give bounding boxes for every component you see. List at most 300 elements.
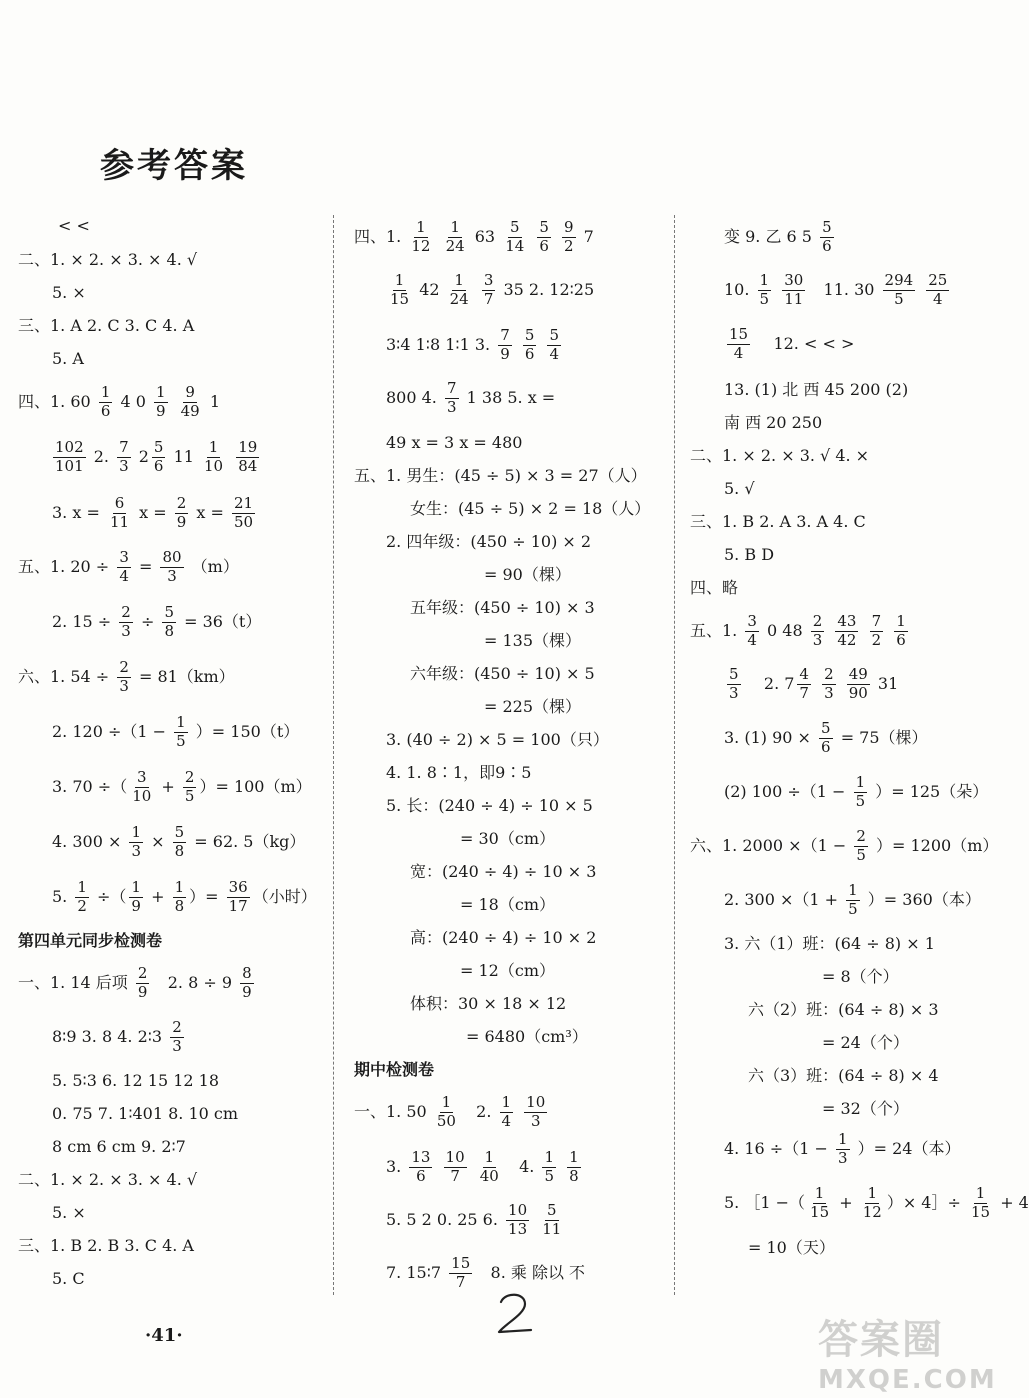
fraction — [130, 770, 153, 805]
fraction — [537, 220, 551, 255]
answer-line — [18, 385, 220, 420]
numerator: 80 — [162, 548, 182, 566]
answer-text: 1 — [209, 391, 221, 411]
denominator: 5 — [759, 289, 770, 308]
numerator: 3 — [119, 548, 129, 566]
numerator: 2 — [119, 658, 129, 676]
answer-line: 二、1. × 2. × 3. × 4. √ — [18, 250, 198, 269]
denominator: 5 — [855, 791, 866, 810]
answer-line — [386, 1203, 566, 1238]
answer-line — [50, 440, 262, 475]
fraction — [500, 1095, 514, 1130]
fraction — [154, 385, 168, 420]
denominator: 84 — [238, 456, 258, 475]
answer-line: 5. × — [52, 283, 86, 302]
numerator: 2 — [137, 964, 148, 982]
answer-text: 10. — [724, 279, 750, 299]
numerator: 1 — [131, 878, 141, 896]
fraction — [388, 273, 411, 308]
denominator: 3 — [121, 621, 131, 640]
numerator: 1 — [450, 218, 460, 236]
fraction — [175, 496, 189, 531]
answer-text: x = — [139, 502, 167, 522]
fraction — [540, 1203, 563, 1238]
denominator: 5 — [894, 289, 904, 308]
denominator: 8 — [164, 621, 174, 640]
answer-text: = — [138, 556, 153, 576]
fraction — [482, 273, 496, 308]
denominator: 4 — [119, 566, 129, 585]
fraction — [562, 220, 576, 255]
answer-text: 11 — [173, 446, 194, 466]
numerator: 1 — [441, 1093, 452, 1111]
fraction — [854, 829, 868, 864]
fraction — [117, 440, 131, 475]
numerator: 2 — [856, 827, 866, 845]
denominator: 9 — [131, 896, 141, 915]
answer-text: ÷（ — [97, 886, 127, 906]
answer-line: 4. 1. 8∶1，即9∶5 — [386, 763, 532, 782]
answer-line: 5. C — [52, 1269, 85, 1288]
fraction — [136, 966, 150, 1001]
answer-line — [724, 1132, 960, 1167]
answer-line: = 10（天） — [748, 1238, 835, 1257]
answer-line: = 90（棵） — [484, 565, 571, 584]
fraction — [117, 660, 131, 695]
answer-text: 8∶9 3. 8 4. 2∶3 — [52, 1026, 163, 1046]
answer-text: 5. ［1 −（ — [724, 1192, 806, 1212]
denominator: 11 — [109, 512, 130, 531]
numerator: 1 — [975, 1184, 986, 1202]
denominator: 4 — [933, 289, 943, 308]
fraction — [836, 1132, 850, 1167]
answer-line — [52, 770, 312, 805]
answer-line: = 30（cm） — [460, 829, 555, 848]
denominator: 90 — [848, 683, 868, 702]
denominator: 9 — [500, 344, 510, 363]
fraction — [894, 614, 908, 649]
numerator: 30 — [784, 271, 804, 289]
answer-line: 二、1. × 2. × 3. × 4. √ — [18, 1170, 198, 1189]
watermark-logo — [818, 1308, 997, 1395]
answer-line — [724, 1186, 1029, 1221]
answer-line: 高：(240 ÷ 4) ÷ 10 × 2 — [410, 928, 597, 947]
answer-text: (2) 100 ÷（1 − — [724, 781, 846, 801]
numerator: 7 — [446, 379, 457, 397]
numerator: 5 — [821, 719, 831, 737]
answer-text: 4 0 — [120, 391, 146, 411]
denominator: 8 — [174, 896, 185, 915]
denominator: 10 — [204, 456, 224, 475]
answer-text: 1 38 5. x = — [466, 387, 556, 407]
answer-text: 7 — [583, 226, 594, 246]
answer-text: 12. < < > — [773, 333, 855, 353]
answer-text: = 36（t） — [184, 611, 262, 631]
answer-text: 2. 300 ×（1 + — [724, 889, 839, 909]
answer-text: 7. 15∶7 — [386, 1262, 442, 1282]
answer-text: 42 — [419, 279, 440, 299]
answer-line: 三、1. A 2. C 3. C 4. A — [18, 316, 195, 335]
denominator: 3 — [131, 841, 142, 860]
answer-text: = 81（km） — [138, 666, 235, 686]
numerator: 5 — [153, 438, 164, 456]
numerator: 5 — [174, 823, 185, 841]
answer-line: = 135（棵） — [484, 631, 582, 650]
answer-line — [690, 829, 998, 864]
numerator: 8 — [242, 964, 252, 982]
fraction — [478, 1150, 501, 1185]
numerator: 5 — [164, 603, 174, 621]
answer-text: 2. 8 ÷ 9 — [167, 972, 233, 992]
answer-text: 8. 乘 除以 不 — [490, 1262, 586, 1282]
answer-line: 5. 长：(240 ÷ 4) ÷ 10 × 5 — [386, 796, 593, 815]
answer-text: 六、1. 54 ÷ — [18, 666, 110, 686]
fraction — [227, 880, 250, 915]
answer-text: 3. (1) 90 × — [724, 727, 811, 747]
fraction — [926, 273, 949, 308]
answer-text: 5. 5 2 0. 25 6. — [386, 1209, 498, 1229]
numerator: 294 — [884, 271, 914, 289]
comparison-signs: < < — [58, 216, 90, 235]
fraction — [567, 1150, 581, 1185]
numerator: 1 — [848, 881, 858, 899]
answer-text: 800 4. — [386, 387, 437, 407]
denominator: 9 — [137, 982, 148, 1001]
answer-line: 2. 四年级：(450 ÷ 10) × 2 — [386, 532, 592, 551]
numerator: 7 — [500, 326, 510, 344]
fraction — [435, 1095, 458, 1130]
answer-line — [52, 825, 305, 860]
denominator: 50 — [436, 1111, 456, 1130]
numerator: 2 — [812, 612, 823, 630]
fraction — [444, 220, 467, 255]
numerator: 1 — [454, 271, 464, 289]
numerator: 1 — [896, 612, 906, 630]
answer-line — [52, 605, 261, 640]
numerator: 1 — [208, 438, 219, 456]
fraction — [542, 1150, 556, 1185]
numerator: 1 — [814, 1184, 825, 1202]
answer-line: 南 西 20 250 — [724, 413, 823, 432]
fraction — [727, 667, 741, 702]
answer-line — [724, 327, 854, 362]
numerator: 1 — [156, 383, 166, 401]
answer-line — [690, 614, 911, 649]
denominator: 4 — [733, 343, 744, 362]
answer-text: 31 — [877, 673, 899, 693]
fraction — [53, 440, 86, 475]
answer-line: 0. 75 7. 1∶401 8. 10 cm — [52, 1104, 239, 1123]
section-title-unit4: 第四单元同步检测卷 — [18, 931, 163, 950]
answer-text: ）= 1200（m） — [875, 835, 999, 855]
numerator: 1 — [759, 271, 770, 289]
answer-text: 3. x = — [52, 502, 100, 522]
answer-line — [18, 966, 257, 1001]
page-number: ·41· — [145, 1325, 183, 1346]
answer-text: x = — [196, 502, 224, 522]
denominator: 7 — [455, 1272, 466, 1291]
fraction — [173, 880, 187, 915]
numerator: 25 — [928, 271, 948, 289]
denominator: 7 — [450, 1166, 460, 1185]
denominator: 5 — [544, 1166, 554, 1185]
denominator: 11 — [542, 1219, 562, 1238]
fraction — [498, 328, 512, 363]
answer-line — [724, 721, 928, 756]
fraction — [820, 220, 834, 255]
denominator: 24 — [449, 289, 469, 308]
handwritten-mark — [495, 1290, 535, 1338]
denominator: 2 — [564, 236, 574, 255]
answer-line — [18, 660, 235, 695]
fraction — [822, 667, 836, 702]
denominator: 6 — [524, 344, 535, 363]
fraction — [108, 496, 131, 531]
answer-text: = 75（棵） — [840, 727, 928, 747]
answer-line: 六年级：(450 ÷ 10) × 5 — [410, 664, 595, 683]
answer-text: 3. — [386, 1156, 402, 1176]
denominator: 2 — [871, 630, 882, 649]
numerator: 2 — [184, 768, 195, 786]
denominator: 10 — [132, 786, 152, 805]
denominator: 12 — [862, 1202, 882, 1221]
numerator: 1 — [569, 1148, 579, 1166]
numerator: 9 — [564, 218, 574, 236]
fraction — [152, 440, 166, 475]
denominator: 7 — [799, 683, 809, 702]
denominator: 6 — [822, 236, 832, 255]
fraction — [870, 614, 884, 649]
answer-line: 三、1. B 2. A 3. A 4. C — [690, 512, 866, 531]
fraction — [409, 220, 432, 255]
fraction — [523, 328, 537, 363]
answer-line — [52, 496, 258, 531]
denominator: 9 — [176, 512, 187, 531]
answer-text: 2. 15 ÷ — [52, 611, 112, 631]
numerator: 2 — [121, 603, 131, 621]
fraction — [160, 550, 183, 585]
denominator: 6 — [416, 1166, 426, 1185]
answer-line: 体积：30 × 18 × 12 — [410, 994, 567, 1013]
denominator: 6 — [539, 236, 549, 255]
numerator: 1 — [867, 1184, 878, 1202]
answer-text: 六、1. 2000 ×（1 − — [690, 835, 847, 855]
numerator: 2 — [176, 494, 187, 512]
numerator: 5 — [549, 326, 560, 344]
fraction — [846, 883, 860, 918]
denominator: 9 — [156, 401, 166, 420]
watermark-line1: 答案圈 — [818, 1317, 944, 1363]
fraction — [445, 381, 459, 416]
numerator: 4 — [799, 665, 809, 683]
denominator: 15 — [810, 1202, 830, 1221]
denominator: 11 — [784, 289, 804, 308]
section-title-midterm: 期中检测卷 — [354, 1060, 435, 1079]
denominator: 3 — [824, 683, 834, 702]
numerator: 5 — [547, 1201, 557, 1219]
answer-text: 一、1. 14 后项 — [18, 972, 128, 992]
answer-text: ）= — [189, 886, 219, 906]
denominator: 3 — [119, 676, 129, 695]
answer-text: 2. — [93, 446, 109, 466]
numerator: 1 — [416, 218, 426, 236]
answer-line: 二、1. × 2. × 3. √ 4. × — [690, 446, 870, 465]
fraction — [883, 273, 916, 308]
denominator: 3 — [812, 630, 823, 649]
fraction — [797, 667, 811, 702]
answer-line: = 225（棵） — [484, 697, 582, 716]
numerator: 15 — [451, 1254, 471, 1272]
numerator: 6 — [114, 494, 125, 512]
denominator: 6 — [821, 737, 831, 756]
denominator: 3 — [119, 456, 129, 475]
answer-line: 宽：(240 ÷ 4) ÷ 10 × 3 — [410, 862, 597, 881]
fraction — [75, 880, 89, 915]
answer-text: ）× 4］÷ — [886, 1192, 961, 1212]
answer-line: = 8（个） — [822, 967, 899, 986]
answer-line: 四、略 — [690, 578, 739, 597]
fraction — [524, 1095, 547, 1130]
answer-line: = 24（个） — [822, 1033, 909, 1052]
numerator: 1 — [484, 1148, 495, 1166]
numerator: 13 — [411, 1148, 431, 1166]
denominator: 5 — [176, 731, 186, 750]
answer-line: = 18（cm） — [460, 895, 555, 914]
fraction — [847, 667, 870, 702]
denominator: 4 — [549, 344, 560, 363]
fraction — [506, 1203, 529, 1238]
numerator: 3 — [136, 768, 147, 786]
answer-line — [52, 880, 317, 915]
answer-text: 2. 120 ÷（1 − — [52, 721, 167, 741]
answer-text: 3. 70 ÷（ — [52, 776, 128, 796]
numerator: 2 — [824, 665, 834, 683]
denominator: 101 — [55, 456, 84, 475]
denominator: 42 — [837, 630, 857, 649]
denominator: 40 — [479, 1166, 499, 1185]
answer-line — [724, 220, 837, 255]
fraction — [119, 605, 133, 640]
answer-text: 63 — [474, 226, 496, 246]
answer-text: ÷ — [140, 611, 155, 631]
answer-text: 四、1. 60 — [18, 391, 91, 411]
answer-line: 三、1. B 2. B 3. C 4. A — [18, 1236, 194, 1255]
numerator: 7 — [119, 438, 129, 456]
answer-line — [52, 715, 299, 750]
answer-line: 5. √ — [724, 479, 755, 498]
answer-line: 49 x = 3 x = 480 — [386, 433, 523, 452]
answer-line — [724, 775, 988, 810]
answer-line: 女生：(45 ÷ 5) × 2 = 18（人） — [410, 499, 651, 518]
answer-line — [386, 328, 564, 363]
answer-line — [386, 1256, 585, 1291]
fraction — [202, 440, 225, 475]
answer-line: 5. × — [52, 1203, 86, 1222]
answer-text: ）= 360（本） — [867, 889, 981, 909]
answer-line: = 12（cm） — [460, 961, 555, 980]
fraction — [240, 966, 254, 1001]
answer-text: ）= 125（朵） — [875, 781, 989, 801]
numerator: 5 — [729, 665, 739, 683]
answer-line: 六（3）班：(64 ÷ 8) × 4 — [748, 1066, 939, 1085]
denominator: 5 — [848, 899, 858, 918]
answer-text: 一、1. 50 — [354, 1101, 427, 1121]
answer-text: ）= 24（本） — [857, 1138, 961, 1158]
fraction — [819, 721, 833, 756]
numerator: 1 — [394, 271, 405, 289]
fraction — [99, 385, 113, 420]
fraction — [503, 220, 526, 255]
fraction — [835, 614, 858, 649]
fraction — [129, 880, 143, 915]
answer-text: 四、1. — [354, 226, 402, 246]
answer-text: 五、1. — [690, 620, 738, 640]
denominator: 50 — [234, 512, 254, 531]
fraction — [727, 327, 750, 362]
denominator: 4 — [501, 1111, 512, 1130]
denominator: 9 — [242, 982, 252, 1001]
numerator: 43 — [837, 612, 857, 630]
numerator: 10 — [508, 1201, 528, 1219]
answer-text: （小时） — [252, 886, 317, 906]
answer-line: = 32（个） — [822, 1099, 909, 1118]
answer-line: 3. 六（1）班：(64 ÷ 8) × 1 — [724, 934, 935, 953]
fraction — [129, 825, 143, 860]
fraction — [173, 825, 187, 860]
denominator: 12 — [411, 236, 431, 255]
numerator: 10 — [526, 1093, 546, 1111]
answer-text: 3∶4 1∶8 1∶1 3. — [386, 334, 491, 354]
answer-line — [724, 273, 952, 308]
answer-line: 13. (1) 北 西 45 200 (2) — [724, 380, 909, 399]
numerator: 3 — [483, 271, 494, 289]
fraction — [782, 273, 805, 308]
numerator: 1 — [837, 1130, 848, 1148]
fraction — [861, 1186, 884, 1221]
denominator: 7 — [483, 289, 494, 308]
answer-line: 六（2）班：(64 ÷ 8) × 3 — [748, 1000, 939, 1019]
numerator: 1 — [501, 1093, 512, 1111]
fraction — [811, 614, 825, 649]
denominator: 3 — [530, 1111, 541, 1130]
fraction — [854, 775, 868, 810]
answer-text: 2 — [138, 446, 149, 466]
answer-text: ）= 150（t） — [195, 721, 300, 741]
denominator: 5 — [856, 845, 866, 864]
numerator: 2 — [172, 1018, 182, 1036]
denominator: 8 — [174, 841, 185, 860]
denominator: 14 — [505, 236, 525, 255]
denominator: 3 — [167, 566, 177, 585]
numerator: 1 — [855, 773, 866, 791]
fraction — [449, 1256, 472, 1291]
denominator: 3 — [172, 1036, 182, 1055]
answer-line: 五、1. 男生：(45 ÷ 5) × 3 = 27（人） — [354, 466, 647, 485]
answer-line — [724, 667, 898, 702]
denominator: 24 — [445, 236, 465, 255]
numerator: 1 — [77, 878, 87, 896]
answer-text: + — [151, 886, 165, 906]
fraction — [183, 770, 197, 805]
answer-line — [386, 1150, 584, 1185]
answer-line — [18, 550, 239, 585]
denominator: 3 — [446, 397, 457, 416]
numerator: 49 — [848, 665, 868, 683]
numerator: 5 — [539, 218, 549, 236]
numerator: 1 — [131, 823, 142, 841]
answer-text: = 62. 5（kg） — [194, 831, 306, 851]
denominator: 49 — [180, 401, 200, 420]
